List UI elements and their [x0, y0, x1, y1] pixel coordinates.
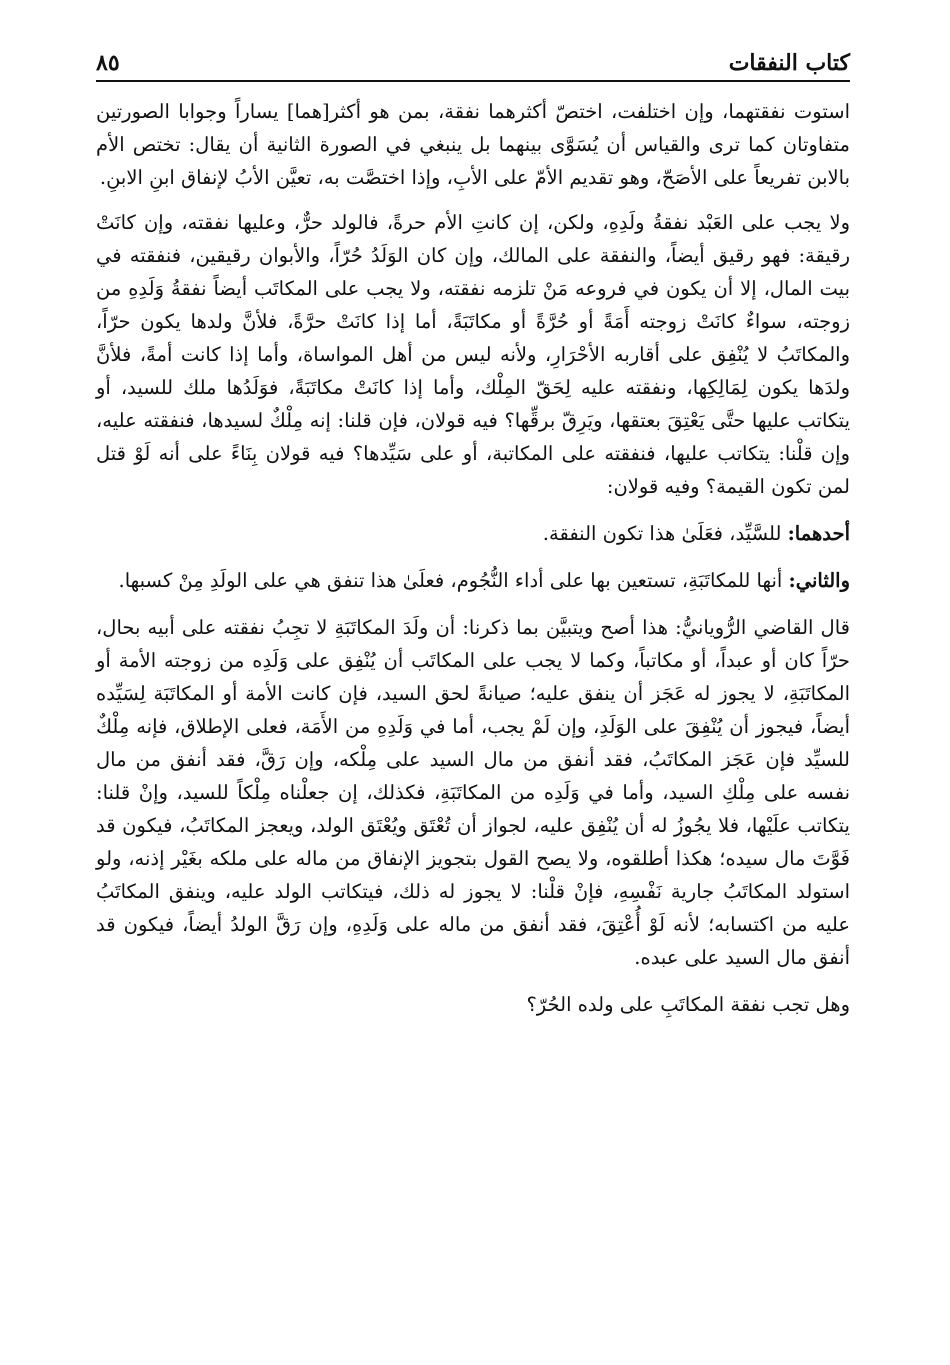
page-body: [96, 95, 850, 1021]
paragraph-3-text: للسَّيِّد، فعَلَىٰ هذا تكون النفقة.: [542, 522, 788, 545]
header-rule: [96, 80, 850, 82]
paragraph-4: [96, 564, 850, 597]
paragraph-4-lead: والثاني:: [788, 569, 850, 592]
paragraph-4-text: أنها للمكاتَبَةِ، تستعين بها على أداء النُّجُوم، فعلَىٰ هذا تنفق هي على الولَدِ مِنْ كسبها.: [118, 569, 789, 592]
running-header: [96, 38, 850, 78]
paragraph-5: قال القاضي الرُّويانيُّ: هذا أصح ويتبيَّن بما ذكرنا: أن ولَدَ المكاتَبَةِ لا تجِبُ نفقته على أبيه بحال، حرّاً كان أو عبداً، أو مكاتباً، وكما لا يجب على المكاتَب أن يُنْفِق على وَلَدِه من زوجته الأمة أو المكاتَبَةِ، لا يجوز له عَجَز أن ينفق عليه؛ صيانةً لحق السيد، فإن كانت الأمة أو المكاتَبَة لِسَيِّده أيضاً، فيجوز أن يُنْفِقَ على الوَلَدِ، وإن لَمْ يجب، أما في وَلَدِهِ من الأَمَة، فعلى الإطلاق، فإنه مِلْكٌ للسيِّد فإن عَجَز المكاتَبُ، فقد أنفق من مال السيد على مِلْكه، وإن رَقَّ، فقد أنفق من مال نفسه على مِلْكِ السيد، وأما في وَلَدِه من المكاتَبَةِ، فكذلك، إن جعلْناه مِلْكاً للسيد، وإنْ قلنا: يتكاتب علَيْها، فلا يجُوزُ له أن يُنْفِق عليه، لجواز أن تُعْتَق ويُعْتَق الولد، ويعجز المكاتَبُ، فيكون قد فَوَّتَ مال سيده؛ هكذا أطلقوه، ولا يصح القول بتجويز الإنفاق من ماله على ملكه بغَيْر إذنه، ولو استولد المكاتَبُ جارية نَفْسِهِ، فإنْ قلْنا: لا يجوز له ذلك، فيتكاتب الولد عليه، وينفق المكاتَبُ عليه من اكتسابه؛ لأنه لَوْ أُعْتِقَ، فقد أنفق من ماله على وَلَدِهِ، وإن رَقَّ الولدُ أيضاً، فيكون قد أنفق مال السيد على عبده.: [96, 616, 850, 969]
paragraph-2: ولا يجب على العَبْد نفقةُ ولَدِهِ، ولكن، إن كانتِ الأم حرةً، فالولد حرٌّ، وعليها نفقته، وإن كانَتْ رقيقة: فهو رقيق أيضاً، والنفقة على المالك، وإن كان الوَلَدُ حُرّاً، والأبوان رقيقين، فنفقته في بيت المال، إلا أن يكون في فروعه مَنْ تلزمه نفقته، ولا يجب على المكاتَب أيضاً نفقةُ وَلَدِهِ من زوجته، سواءٌ كانَتْ زوجته أَمَةً أو حُرَّةً أو مكاتَبَةً، أما إذا كانَتْ حرَّةً، فلأنَّ ولدها يكون حرّاً، والمكاتَبُ لا يُنْفِق على أقاربه الأحْرَارِ، ولأنه ليس من أهل المواساة، وأما إذا كانت أمةً، فلأنَّ ولدَها يكون لِمَالِكِها، ونفقته عليه لِحَقّ المِلْك، وأما إذا كانَتْ مكاتَبَةً، فوَلَدُها ملك للسيد، أو يتكاتب عليها حتَّى يَعْتِقَ بعتقها، ويَرِقّ برقِّها؟ فيه قولان، فإن قلنا: إنه مِلْكٌ لسيدها، فنفقته عليه، وإن قلْنا: يتكاتب عليها، فنفقته على المكاتبة، أو على سَيِّدها؟ فيه قولان بِنَاءً على أنه لَوْ قتل لمن تكون القيمة؟ وفيه قولان:: [96, 211, 850, 498]
page-number: ٨٥: [96, 50, 120, 76]
book-title: كتاب النفقات: [728, 50, 850, 76]
paragraph-3: [96, 517, 850, 550]
paragraph-3-lead: أحدهما:: [787, 522, 850, 545]
paragraph-6: وهل تجب نفقة المكاتَبِ على ولده الحُرّ؟: [526, 993, 850, 1016]
paragraph-1: استوت نفقتهما، وإن اختلفت، اختصّ أكثرهما نفقة، بمن هو أكثر[هما] يساراً وجوابا الصورتين متفاوتان كما ترى والقياس أن يُسَوَّى بينهما بل ينبغي في الصورة الثانية أن يقال: تختص الأم بالابن تفريعاً على الأصَحّ، وهو تقديم الأمّ على الأبِ، وإذا اختصَّت به، تعيَّن الأبُ لإنفاق ابنِ الابنِ.: [96, 100, 850, 189]
